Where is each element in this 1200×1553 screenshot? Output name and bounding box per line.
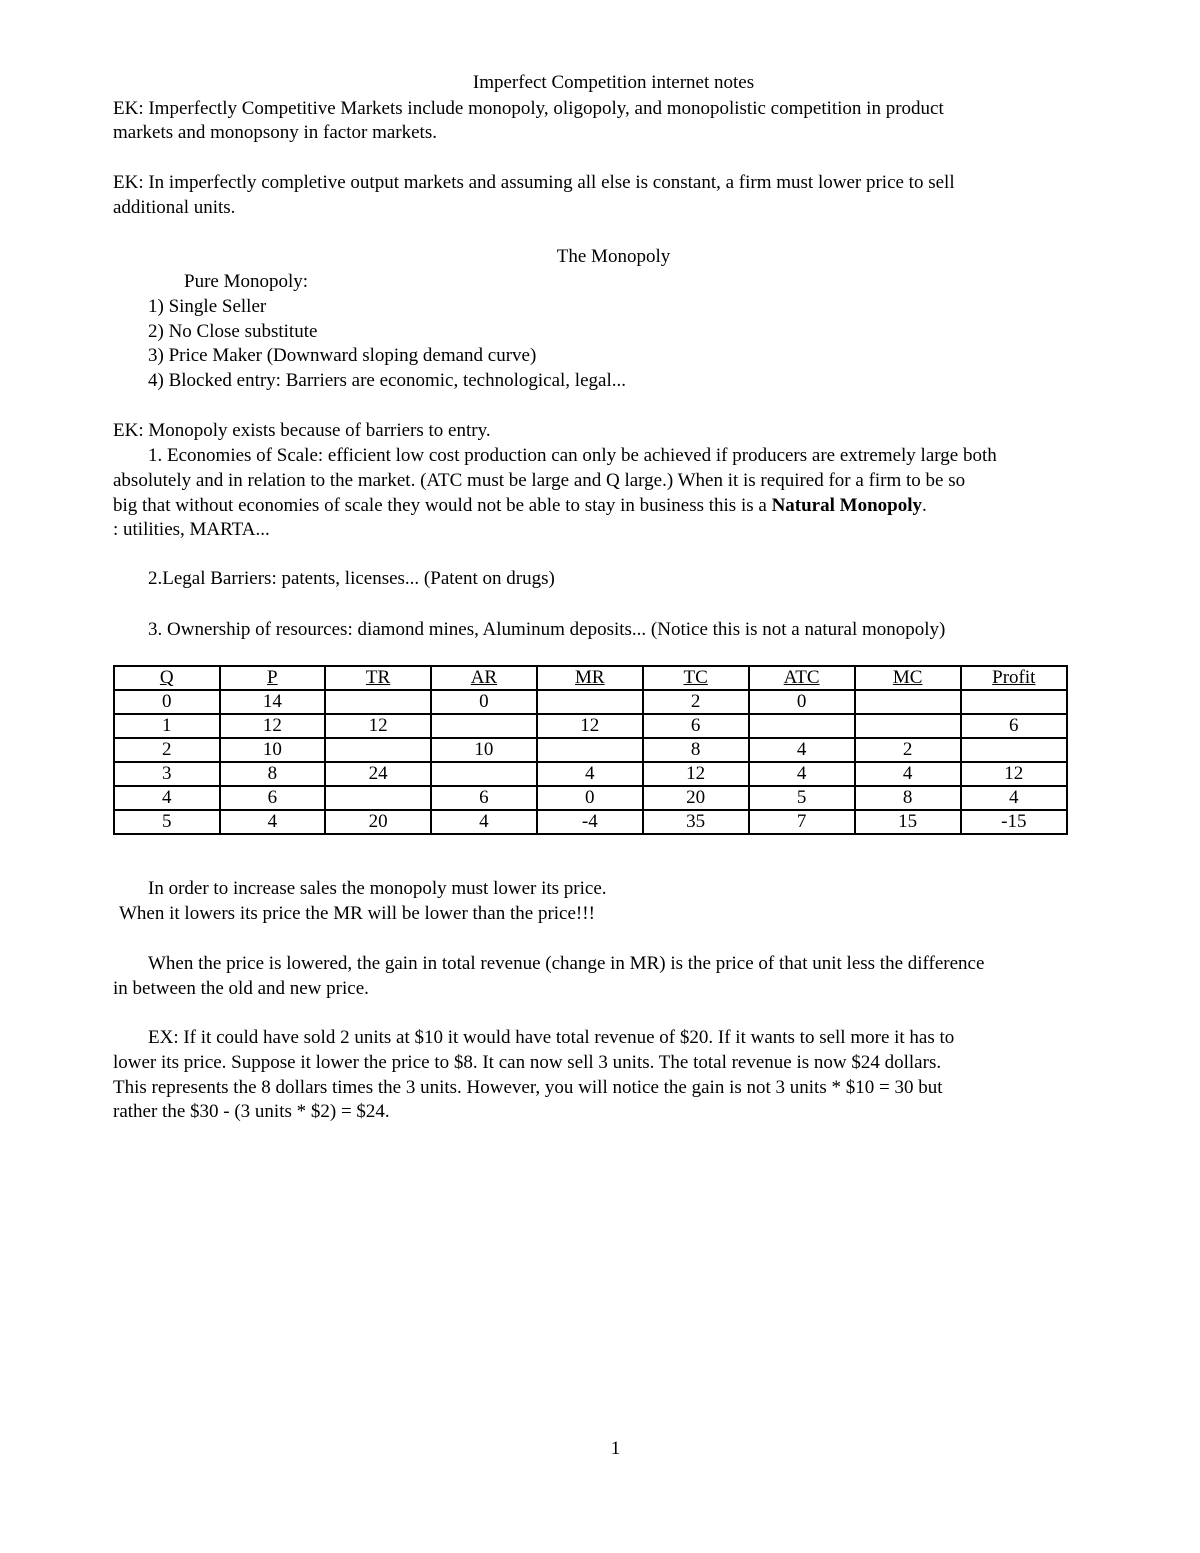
- table-cell: 8: [220, 762, 326, 786]
- example-line2: lower its price. Suppose it lower the price to $8. It can now sell 3 units. The total revenue is now $24 dollars.: [113, 1052, 942, 1073]
- header-cell: ATC: [749, 666, 855, 690]
- table-cell: 4: [855, 762, 961, 786]
- example-line4: rather the $30 - (3 units * $2) = $24.: [113, 1101, 390, 1122]
- header-cell: Profit: [961, 666, 1067, 690]
- table-cell: 3: [114, 762, 220, 786]
- table-row: [114, 762, 1067, 786]
- table-cell: [537, 738, 643, 762]
- para1-line2: When it lowers its price the MR will be lower than the price!!!: [119, 903, 595, 924]
- table-cell: 15: [855, 810, 961, 834]
- table-cell: [855, 690, 961, 714]
- table-cell: 8: [855, 786, 961, 810]
- table-cell: 4: [749, 762, 855, 786]
- table-row: [114, 714, 1067, 738]
- para2-line1: When the price is lowered, the gain in total revenue (change in MR) is the price of that unit less the difference: [148, 953, 985, 974]
- pure-list-item: 3) Price Maker (Downward sloping demand curve): [148, 345, 537, 366]
- ek2-line1: EK: In imperfectly completive output markets and assuming all else is constant, a firm must lower price to sell: [113, 172, 955, 193]
- table-cell: 7: [749, 810, 855, 834]
- document-title: Imperfect Competition internet notes: [472, 72, 755, 93]
- table-cell: 1: [114, 714, 220, 738]
- table-cell: 14: [220, 690, 326, 714]
- table-header-row: [114, 666, 1067, 690]
- table-cell: 6: [431, 786, 537, 810]
- table-cell: [855, 714, 961, 738]
- pure-list-item: 1) Single Seller: [148, 296, 267, 317]
- pure-list-item: 2) No Close substitute: [148, 321, 318, 342]
- ek2-line2: additional units.: [113, 197, 236, 218]
- table-cell: 20: [643, 786, 749, 810]
- para2-line2: in between the old and new price.: [113, 978, 369, 999]
- table-cell: 12: [325, 714, 431, 738]
- table-cell: -15: [961, 810, 1067, 834]
- table-cell: 10: [220, 738, 326, 762]
- barrier1-line4: : utilities, MARTA...: [113, 519, 270, 540]
- page-number: 1: [610, 1438, 621, 1459]
- table-cell: -4: [537, 810, 643, 834]
- barrier1-line3: [113, 494, 927, 518]
- table-cell: 4: [114, 786, 220, 810]
- table-row: [114, 810, 1067, 834]
- table-cell: 5: [114, 810, 220, 834]
- header-cell: Q: [114, 666, 220, 690]
- barrier3-line: 3. Ownership of resources: diamond mines, Aluminum deposits... (Notice this is not a natural monopoly): [148, 619, 946, 640]
- header-cell: TC: [643, 666, 749, 690]
- table-cell: 0: [431, 690, 537, 714]
- table-cell: 0: [749, 690, 855, 714]
- table-cell: 2: [855, 738, 961, 762]
- barrier1-line2: absolutely and in relation to the market. (ATC must be large and Q large.) When it is required for a firm to be so: [113, 470, 966, 491]
- table-cell: 6: [643, 714, 749, 738]
- pure-list-item: 4) Blocked entry: Barriers are economic, technological, legal...: [148, 370, 626, 391]
- table-cell: 12: [537, 714, 643, 738]
- barrier1-line1: 1. Economies of Scale: efficient low cost production can only be achieved if producers are extremely large both: [148, 445, 997, 466]
- table-cell: [961, 738, 1067, 762]
- table-cell: 4: [749, 738, 855, 762]
- header-cell: P: [220, 666, 326, 690]
- table-cell: 6: [220, 786, 326, 810]
- header-cell: MC: [855, 666, 961, 690]
- table-cell: 8: [643, 738, 749, 762]
- ek1-line1: EK: Imperfectly Competitive Markets include monopoly, oligopoly, and monopolistic competition in product: [113, 98, 944, 119]
- table-cell: 5: [749, 786, 855, 810]
- table-cell: 2: [643, 690, 749, 714]
- table-cell: [325, 690, 431, 714]
- table-row: [114, 690, 1067, 714]
- section-title: The Monopoly: [556, 246, 671, 267]
- example-line3: This represents the 8 dollars times the 3 units. However, you will notice the gain is not 3 units * $10 = 30 but: [113, 1077, 943, 1098]
- natural-monopoly-term: Natural Monopoly: [771, 495, 922, 516]
- example-line1: EX: If it could have sold 2 units at $10 it would have total revenue of $20. If it wants to sell more it has to: [148, 1027, 955, 1048]
- table-cell: [431, 762, 537, 786]
- header-cell: TR: [325, 666, 431, 690]
- table-row: [114, 786, 1067, 810]
- table-cell: 4: [537, 762, 643, 786]
- table-row: [114, 738, 1067, 762]
- table-cell: [961, 690, 1067, 714]
- table-cell: 24: [325, 762, 431, 786]
- barrier1-line3-end: .: [922, 495, 927, 516]
- table-cell: 20: [325, 810, 431, 834]
- table-cell: 10: [431, 738, 537, 762]
- table-cell: 4: [961, 786, 1067, 810]
- table-cell: 6: [961, 714, 1067, 738]
- header-cell: AR: [431, 666, 537, 690]
- table-cell: 12: [220, 714, 326, 738]
- table-cell: 4: [431, 810, 537, 834]
- table-cell: 12: [961, 762, 1067, 786]
- table-cell: [749, 714, 855, 738]
- table-cell: [431, 714, 537, 738]
- ek1-line2: markets and monopsony in factor markets.: [113, 122, 437, 143]
- table-cell: [537, 690, 643, 714]
- para1-line1: In order to increase sales the monopoly must lower its price.: [148, 878, 607, 899]
- table-cell: 35: [643, 810, 749, 834]
- table-cell: 0: [114, 690, 220, 714]
- header-cell: MR: [537, 666, 643, 690]
- barrier2-line: 2.Legal Barriers: patents, licenses... (Patent on drugs): [148, 568, 555, 589]
- table-cell: 12: [643, 762, 749, 786]
- pure-monopoly-heading: Pure Monopoly:: [184, 271, 309, 292]
- table-cell: [325, 786, 431, 810]
- table-cell: [325, 738, 431, 762]
- table-cell: 0: [537, 786, 643, 810]
- table-cell: 4: [220, 810, 326, 834]
- monopoly-table: [113, 665, 1068, 835]
- barrier1-line3-text: big that without economies of scale they would not be able to stay in business this is a: [113, 495, 772, 516]
- table-cell: 2: [114, 738, 220, 762]
- ek3-line: EK: Monopoly exists because of barriers to entry.: [113, 420, 491, 441]
